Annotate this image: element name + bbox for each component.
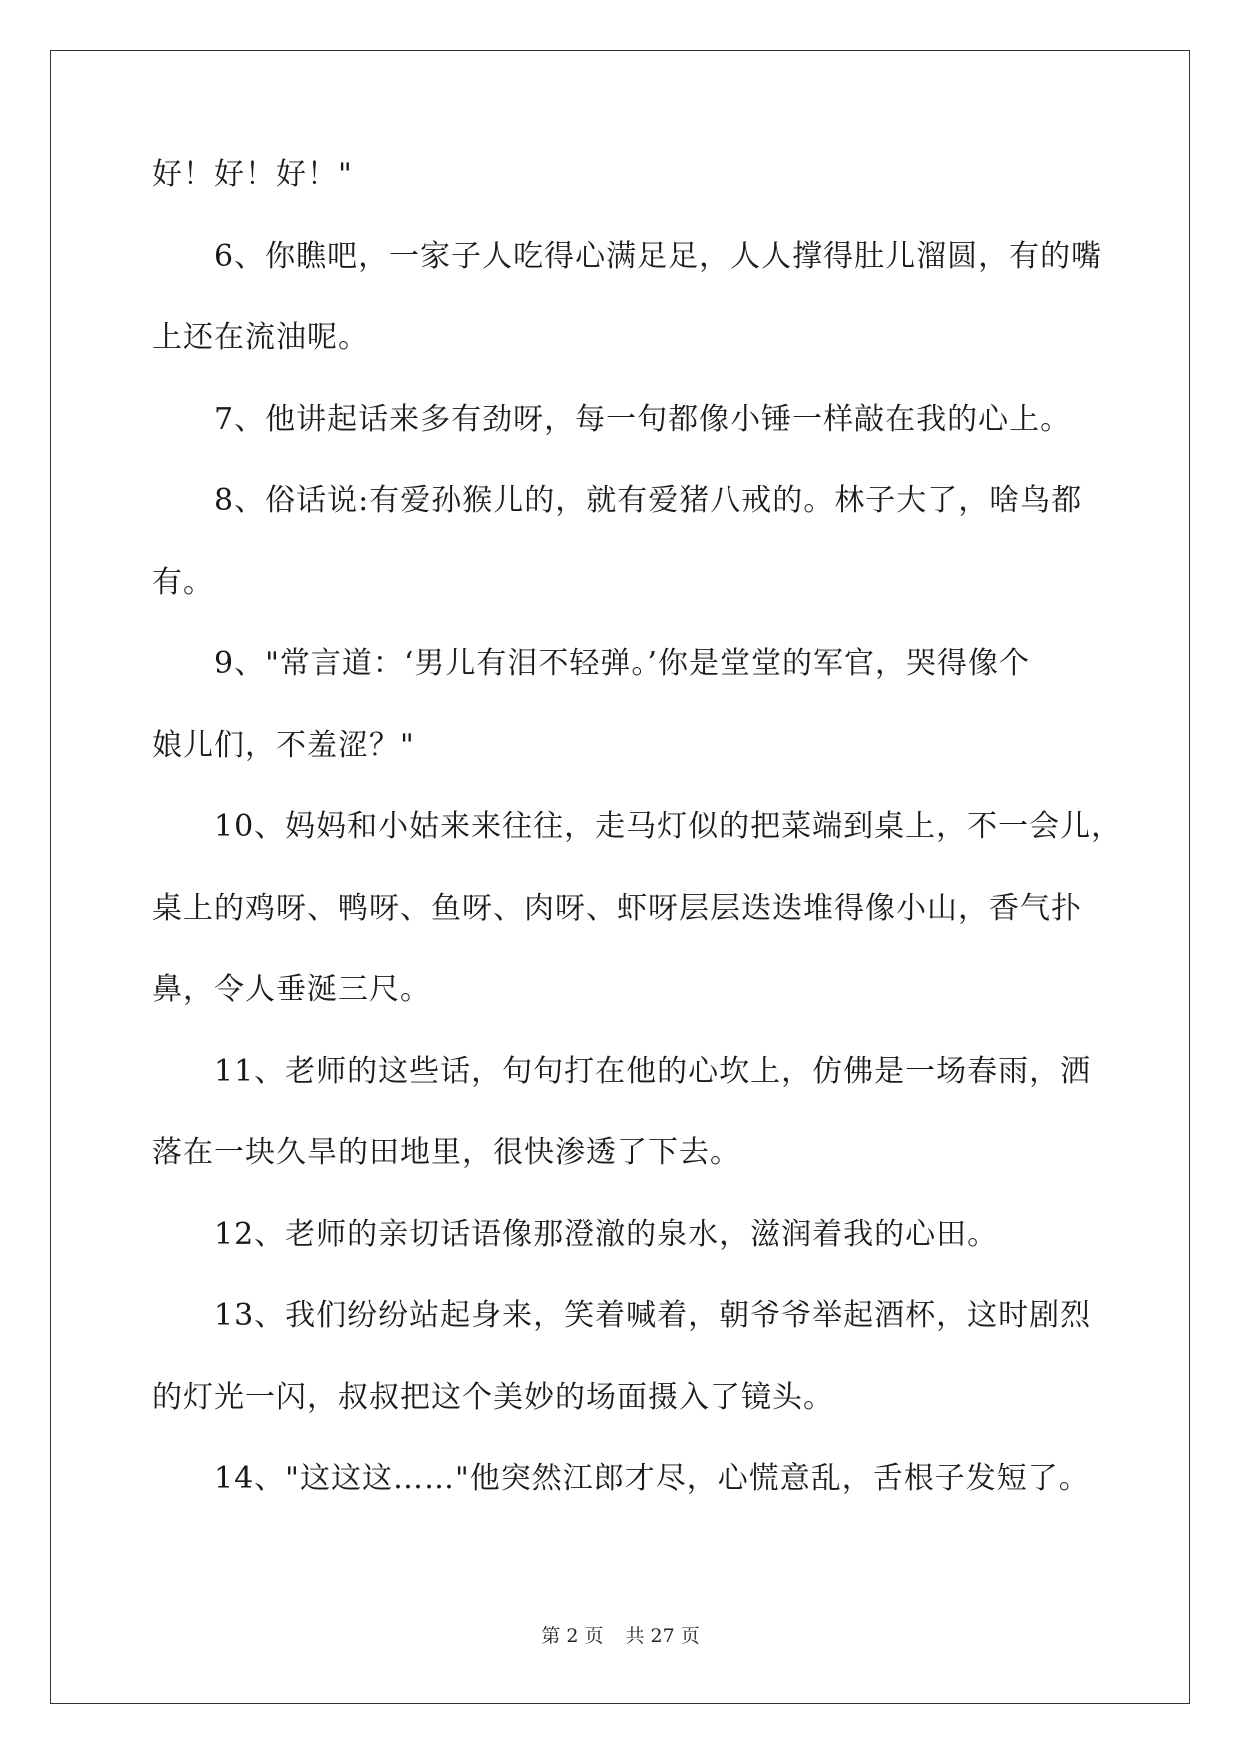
text-line: 11、老师的这些话，句句打在他的心坎上，仿佛是一场春雨，洒 bbox=[214, 1053, 1092, 1089]
text-line: 好！好！好！" bbox=[152, 157, 353, 192]
page-footer bbox=[0, 1627, 1241, 1646]
text-line: 上还在流油呢。 bbox=[152, 320, 369, 355]
document-body bbox=[152, 157, 1123, 1546]
text-line: 7、他讲起话来多有劲呀，每一句都像小锤一样敲在我的心上。 bbox=[214, 401, 1072, 437]
page-number: 第 2 页 bbox=[541, 1625, 604, 1647]
text-line: 鼻，令人垂涎三尺。 bbox=[152, 972, 431, 1007]
text-line: 6、你瞧吧，一家子人吃得心满足足，人人撑得肚儿溜圆，有的嘴 bbox=[214, 238, 1103, 274]
text-line: 的灯光一闪，叔叔把这个美妙的场面摄入了镜头。 bbox=[152, 1379, 834, 1415]
text-line: 12、老师的亲切话语像那澄澈的泉水，滋润着我的心田。 bbox=[214, 1216, 999, 1252]
text-line: 娘儿们，不羞涩？" bbox=[152, 727, 415, 763]
text-line: 9、"常言道：‘男儿有泪不轻弹。’你是堂堂的军官，哭得像个 bbox=[214, 646, 1030, 681]
page-total: 共 27 页 bbox=[625, 1625, 700, 1647]
text-line: 有。 bbox=[152, 564, 214, 600]
text-line: 落在一块久旱的田地里，很快渗透了下去。 bbox=[152, 1135, 741, 1170]
text-line: 8、俗话说:有爱孙猴儿的，就有爱猪八戒的。林子大了，啥鸟都 bbox=[214, 483, 1083, 518]
text-line: 10、妈妈和小姑来来往往，走马灯似的把菜端到桌上，不一会儿， bbox=[214, 809, 1123, 844]
text-line: 14、"这这这……"他突然江郎才尽，心慌意乱，舌根子发短了。 bbox=[214, 1461, 1090, 1496]
text-line: 13、我们纷纷站起身来，笑着喊着，朝爷爷举起酒杯，这时剧烈 bbox=[214, 1298, 1092, 1333]
text-line: 桌上的鸡呀、鸭呀、鱼呀、肉呀、虾呀层层迭迭堆得像小山，香气扑 bbox=[152, 890, 1082, 926]
